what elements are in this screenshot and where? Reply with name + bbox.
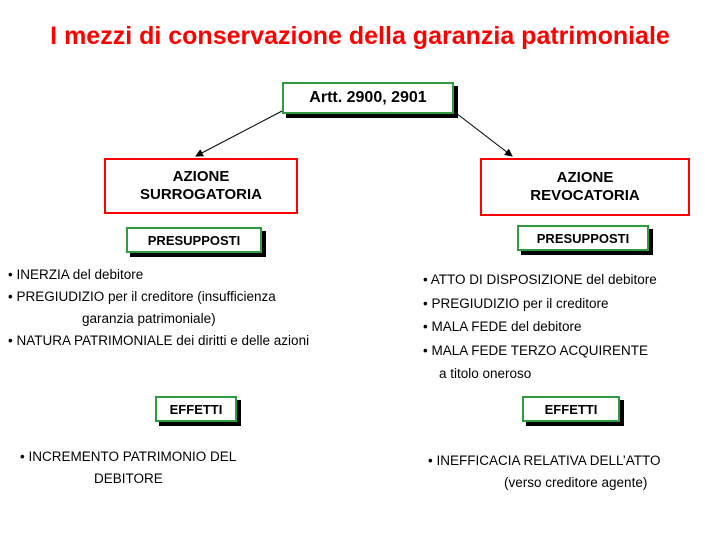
right-presupposti-box [517, 225, 649, 251]
azione-revocatoria-box [480, 158, 690, 216]
list-item: a titolo oneroso [439, 366, 532, 381]
right-effetti-list [428, 450, 661, 494]
left-presupposti-label: PRESUPPOSTI [147, 232, 241, 248]
list-item: • INCREMENTO PATRIMONIO DEL [20, 449, 237, 464]
arrow-to-surrogatoria [196, 110, 284, 156]
left-effetti-label: EFFETTI [169, 401, 223, 417]
list-item: • INERZIA del debitore [8, 267, 144, 282]
page-title: I mezzi di conservazione della garanzia patrimoniale [50, 22, 670, 50]
list-item: (verso creditore agente) [504, 475, 648, 490]
left-effetti-box [155, 396, 237, 422]
list-item: DEBITORE [94, 471, 163, 486]
left-presupposti-box [126, 227, 262, 253]
left-effetti-list [20, 446, 236, 490]
right-presupposti-list [423, 268, 657, 386]
azione-revocatoria-line2: REVOCATORIA [530, 187, 640, 204]
azione-surrogatoria-line2: SURROGATORIA [140, 186, 262, 203]
right-effetti-label: EFFETTI [544, 401, 598, 417]
arrow-to-revocatoria [452, 110, 512, 156]
list-item: • PREGIUDIZIO per il creditore (insufficienza [8, 289, 276, 304]
azione-revocatoria-line1: AZIONE [556, 169, 614, 186]
root-articles-label: Artt. 2900, 2901 [309, 89, 427, 106]
left-presupposti-list [8, 264, 309, 352]
root-articles-box [282, 82, 454, 114]
right-presupposti-label: PRESUPPOSTI [536, 230, 630, 246]
list-item: • INEFFICACIA RELATIVA DELL’ATTO [428, 453, 661, 468]
list-item: • PREGIUDIZIO per il creditore [423, 295, 609, 311]
list-item: • MALA FEDE TERZO ACQUIRENTE [423, 342, 649, 358]
list-item: garanzia patrimoniale) [82, 311, 216, 326]
azione-surrogatoria-box [104, 158, 298, 214]
list-item: • MALA FEDE del debitore [423, 319, 582, 334]
list-item: • NATURA PATRIMONIALE dei diritti e delle azioni [8, 333, 310, 348]
right-effetti-box [522, 396, 620, 422]
list-item: • ATTO DI DISPOSIZIONE del debitore [423, 272, 657, 287]
azione-surrogatoria-line1: AZIONE [172, 168, 230, 185]
